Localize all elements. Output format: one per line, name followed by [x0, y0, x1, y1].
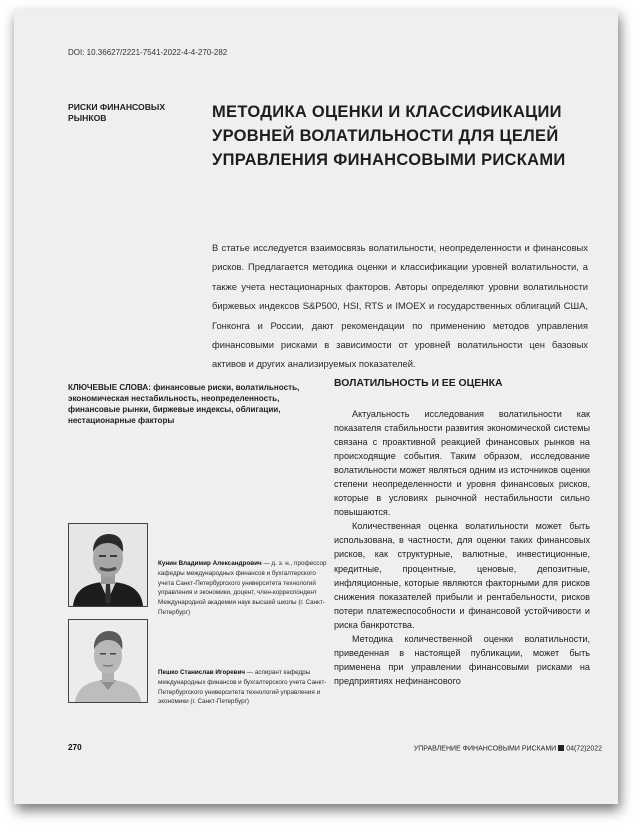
title-line: УРОВНЕЙ ВОЛАТИЛЬНОСТИ ДЛЯ ЦЕЛЕЙ: [212, 127, 559, 145]
doi: DOI: 10.36627/2221-7541-2022-4-4-270-282: [68, 48, 228, 57]
section-title: ВОЛАТИЛЬНОСТЬ И ЕЕ ОЦЕНКА: [334, 378, 503, 389]
rubric-line: РИСКИ ФИНАНСОВЫХ: [68, 102, 166, 112]
journal-footer: [414, 745, 602, 753]
article-body: [334, 407, 590, 688]
abstract: В статье исследуется взаимосвязь волатильности, неопределенности и финансовых рисков. Предлагается методика оценки и классификации уровней волатильности, а также учета нестационарных факторов. Авторы определяют уровни волатильности биржевых индексов S&P500, HSI, RTS и IMOEX и государственных облигаций США, Гонконга и России, дают рекомендации по применению методов управления финансовыми рисками в зависимости от уровней волатильности цен базовых активов и других анализируемых показателей.: [212, 242, 588, 370]
paragraph: Методика количественной оценки волатильности, приведенная в настоящей публикации, может быть применена при управлении финансовыми рисками на предприятиях нефинансового: [334, 633, 590, 686]
paragraph: Актуальность исследования волатильности как показателя стабильности развития экономической системы связана с проактивной реакцией финансовых рынков на происходящие события. Таким образом, исследование волатильности может являться одним из источников оценки степени неопределенности и уровня финансовых рисков, которые в условиях рыночной нестабильности сильно повышаются.: [334, 409, 590, 518]
rubric-line: РЫНКОВ: [68, 113, 107, 123]
author-bio: [158, 559, 328, 618]
paragraph: Количественная оценка волатильности может быть использована, в частности, для оценки таких финансовых рисков, как структурные, валютные, инвестиционные, кредитные, процентные, ценовые, депозитные, инфляционные, которые являются факторными для рисков снижения показателей прибыли и рентабельности, рисков потери платежеспособности и финансовой устойчивости и риска банкротства.: [334, 521, 590, 630]
author-bio: [158, 668, 328, 707]
square-separator-icon: [558, 745, 564, 751]
author-photo: [68, 523, 148, 607]
author-photo: [68, 619, 148, 703]
article-title: [212, 100, 592, 172]
keywords: КЛЮЧЕВЫЕ СЛОВА: финансовые риски, волатильность, экономическая нестабильность, неопределенность, финансовые рынки, биржевые индексы, облигации, нестационарные факторы: [68, 383, 300, 425]
journal-issue: 04(72)2022: [566, 745, 602, 753]
title-line: МЕТОДИКА ОЦЕНКИ И КЛАССИФИКАЦИИ: [212, 103, 562, 121]
page-number: 270: [68, 743, 82, 752]
author-info: — аспирант кафедры международных финансов и бухгалтерского учета Санкт-Петербургского университета технологий управления и экономики (г. Санкт-Петербург): [158, 669, 327, 706]
author-name: Пешко Станислав Игоревич: [158, 669, 246, 676]
section-rubric: [68, 102, 188, 124]
title-line: УПРАВЛЕНИЯ ФИНАНСОВЫМИ РИСКАМИ: [212, 151, 566, 169]
author-name: Кунин Владимир Александрович: [158, 560, 262, 567]
journal-title: УПРАВЛЕНИЕ ФИНАНСОВЫМИ РИСКАМИ: [413, 745, 557, 753]
author-info: — д. э. н., профессор кафедры международных финансов и бухгалтерского учета Санкт-Петербургского университета технологий управления и экономики, доцент, член-корреспондент Международной академии наук высшей школы (г. Санкт-Петербург): [158, 560, 327, 616]
